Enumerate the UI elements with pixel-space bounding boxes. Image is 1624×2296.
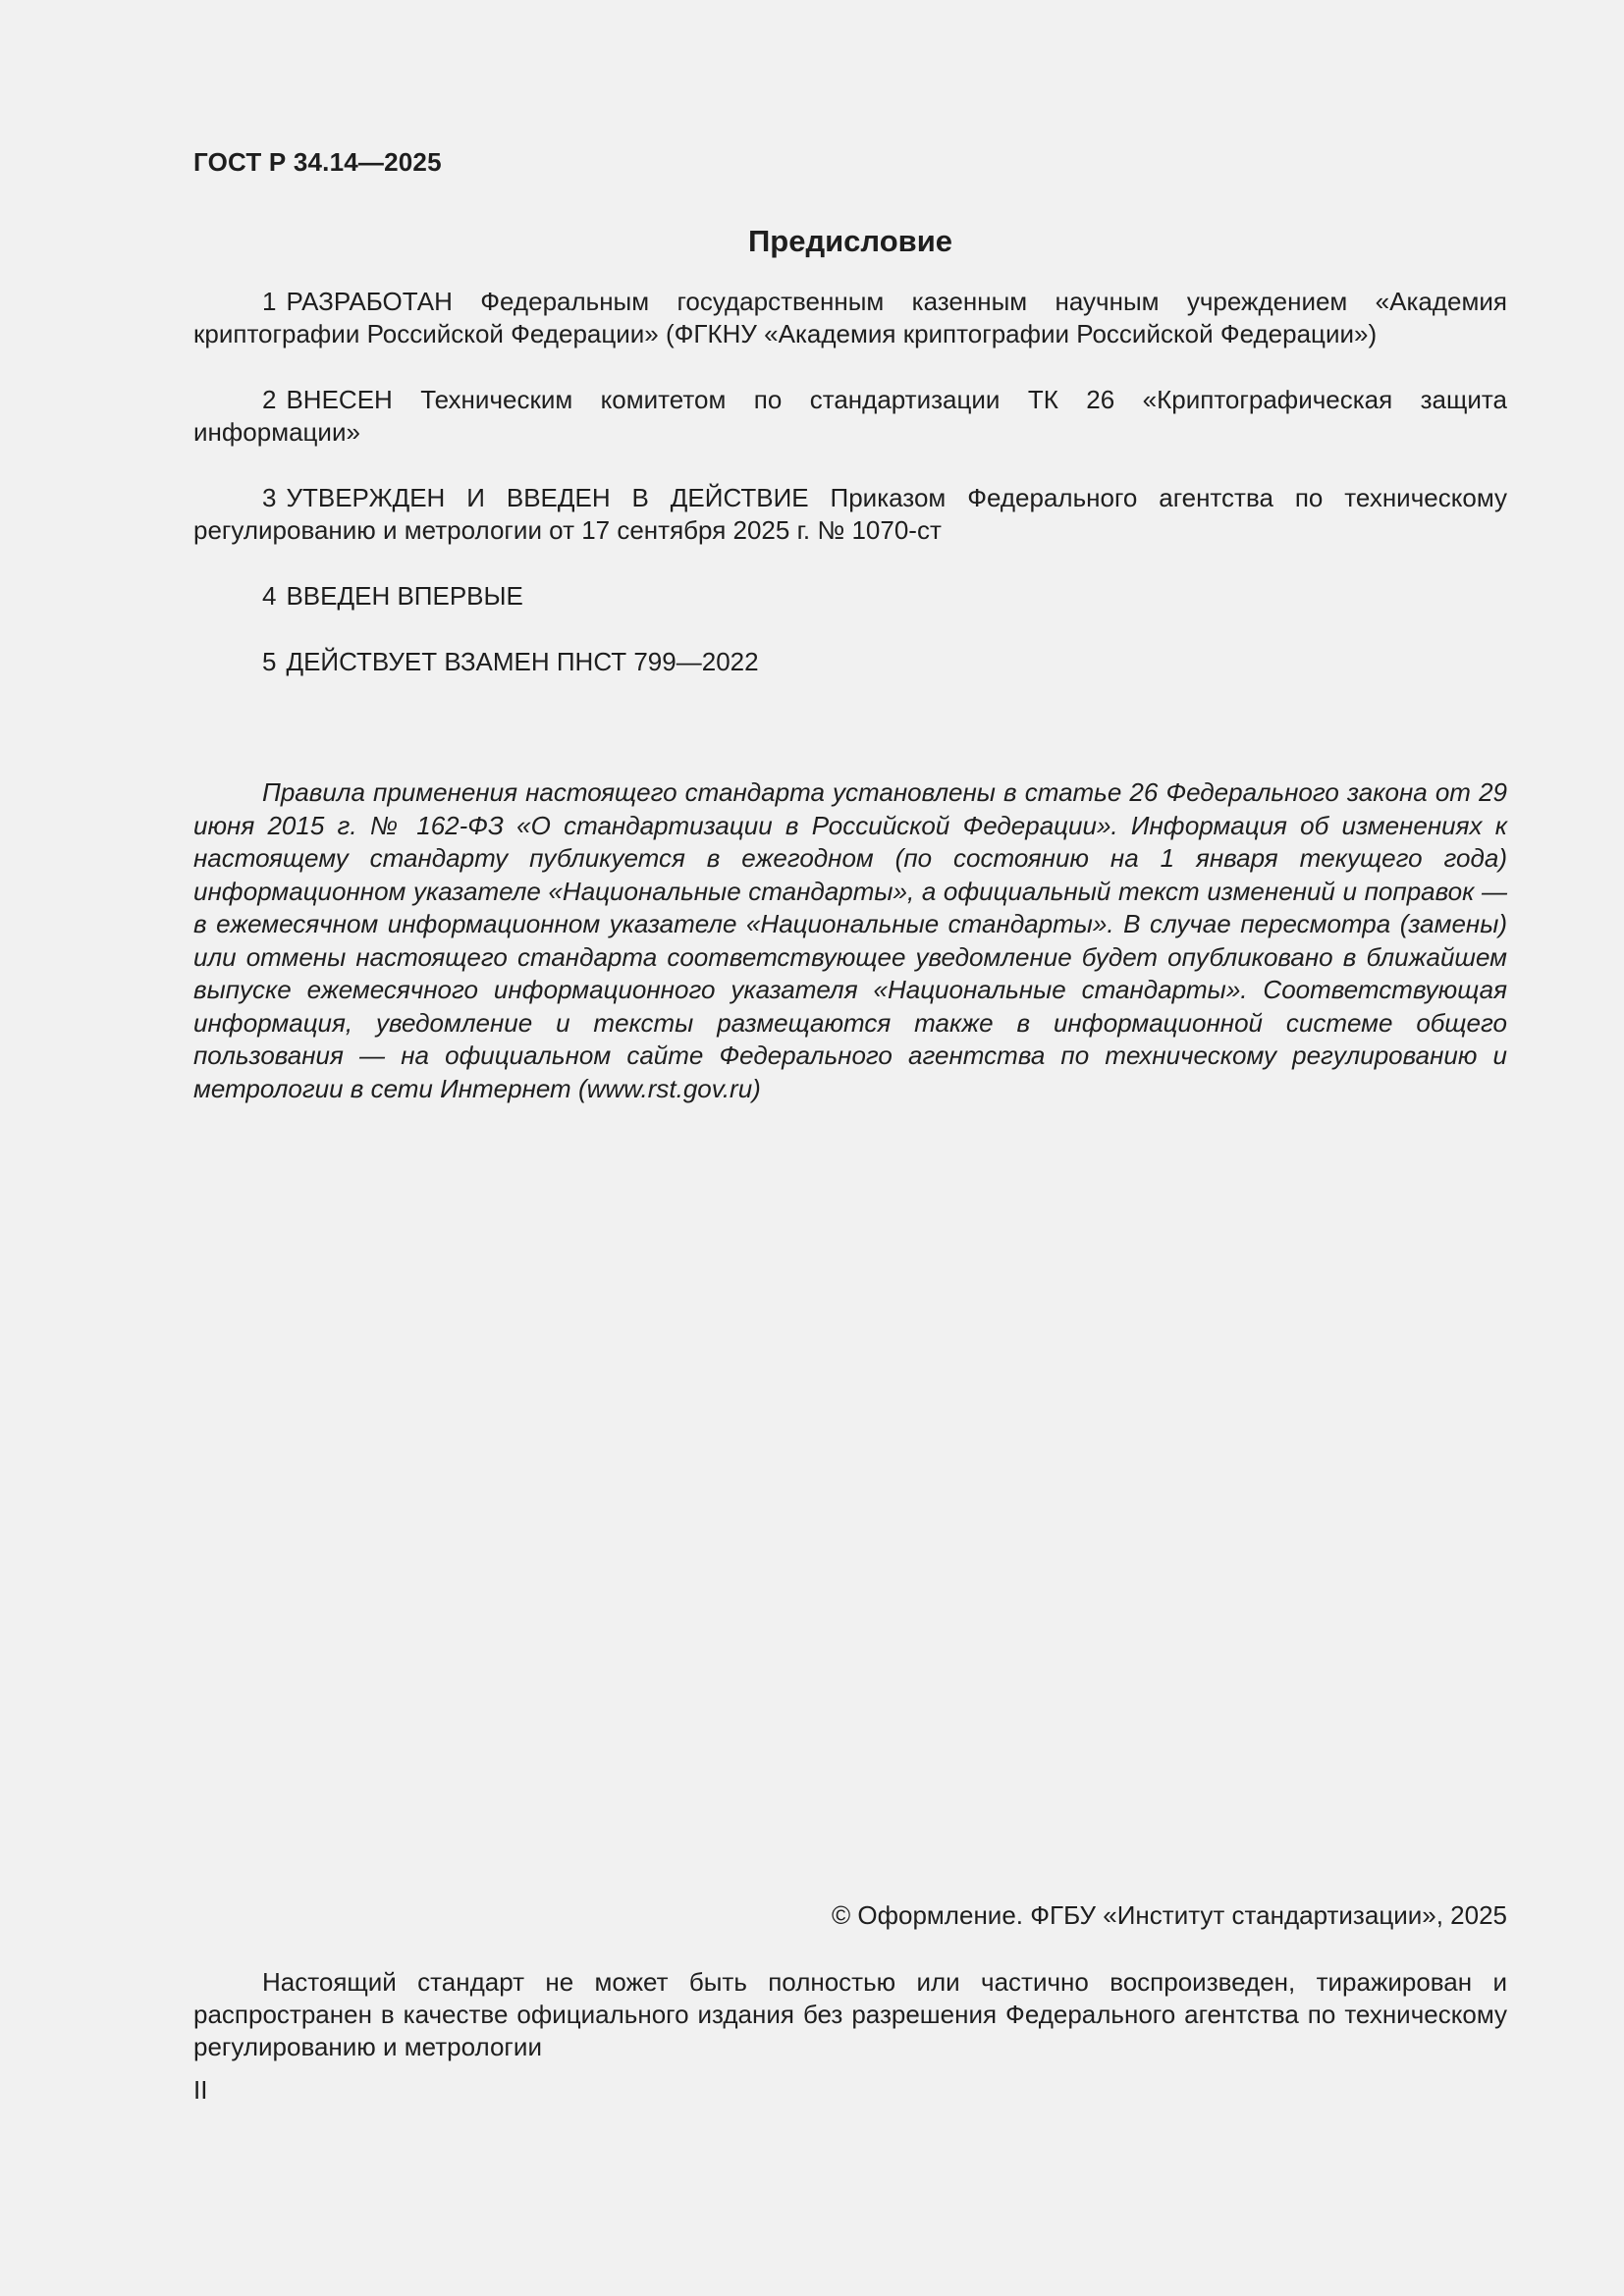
- preface-item-number: 1: [262, 287, 277, 316]
- preface-item-1: [193, 286, 1507, 350]
- rules-notice: Правила применения настоящего стандарта установлены в статье 26 Федерального закона от 29 июня 2015 г. № 162-ФЗ «О стандартизации в Российской Федерации». Информация об изменениях к настоящему стандарту публикуется в ежегодном (по состоянию на 1 января текущего года) информационном указателе «Национальные стандарты», а официальный текст изменений и поправок — в ежемесячном информационном указателе «Национальные стандарты». В случае пересмотра (замены) или отмены настоящего стандарта соответствующее уведомление будет опубликовано в ближайшем выпуске ежемесячного информационного указателя «Национальные стандарты». Соответствующая информация, уведомление и тексты размещаются также в информационной системе общего пользования — на официальном сайте Федерального агентства по техническому регулированию и метрологии в сети Интернет (www.rst.gov.ru): [193, 777, 1507, 1103]
- preface-item-5: [193, 646, 1507, 678]
- preface-title: Предисловие: [747, 224, 952, 258]
- reproduction-notice: Настоящий стандарт не может быть полностью или частично воспроизведен, тиражирован и распространен в качестве официального издания без разрешения Федерального агентства по техническому регулированию и метрологии: [193, 1967, 1507, 2061]
- preface-item-4: [193, 580, 1507, 613]
- preface-item-text: ДЕЙСТВУЕТ ВЗАМЕН ПНСТ 799—2022: [286, 647, 759, 676]
- preface-list: [193, 286, 1507, 712]
- preface-item-text: УТВЕРЖДЕН И ВВЕДЕН В ДЕЙСТВИЕ Приказом Федерального агентства по техническому регулированию и метрологии от 17 сентября 2025 г. № 1070-ст: [193, 483, 1507, 545]
- preface-item-text: РАЗРАБОТАН Федеральным государственным казенным научным учреждением «Академия криптографии Российской Федерации» (ФГКНУ «Академия криптографии Российской Федерации»): [193, 287, 1507, 348]
- preface-item-2: [193, 384, 1507, 449]
- preface-item-text: ВНЕСЕН Техническим комитетом по стандартизации ТК 26 «Криптографическая защита информации»: [193, 385, 1507, 447]
- preface-item-number: 3: [262, 483, 277, 512]
- copyright-line: © Оформление. ФГБУ «Институт стандартизации», 2025: [832, 1900, 1507, 1930]
- document-code: ГОСТ Р 34.14—2025: [193, 147, 442, 177]
- preface-item-number: 5: [262, 647, 277, 676]
- preface-item-number: 4: [262, 581, 277, 611]
- page-number: II: [193, 2075, 208, 2105]
- preface-item-number: 2: [262, 385, 277, 414]
- preface-item-3: [193, 482, 1507, 547]
- preface-item-text: ВВЕДЕН ВПЕРВЫЕ: [286, 581, 523, 611]
